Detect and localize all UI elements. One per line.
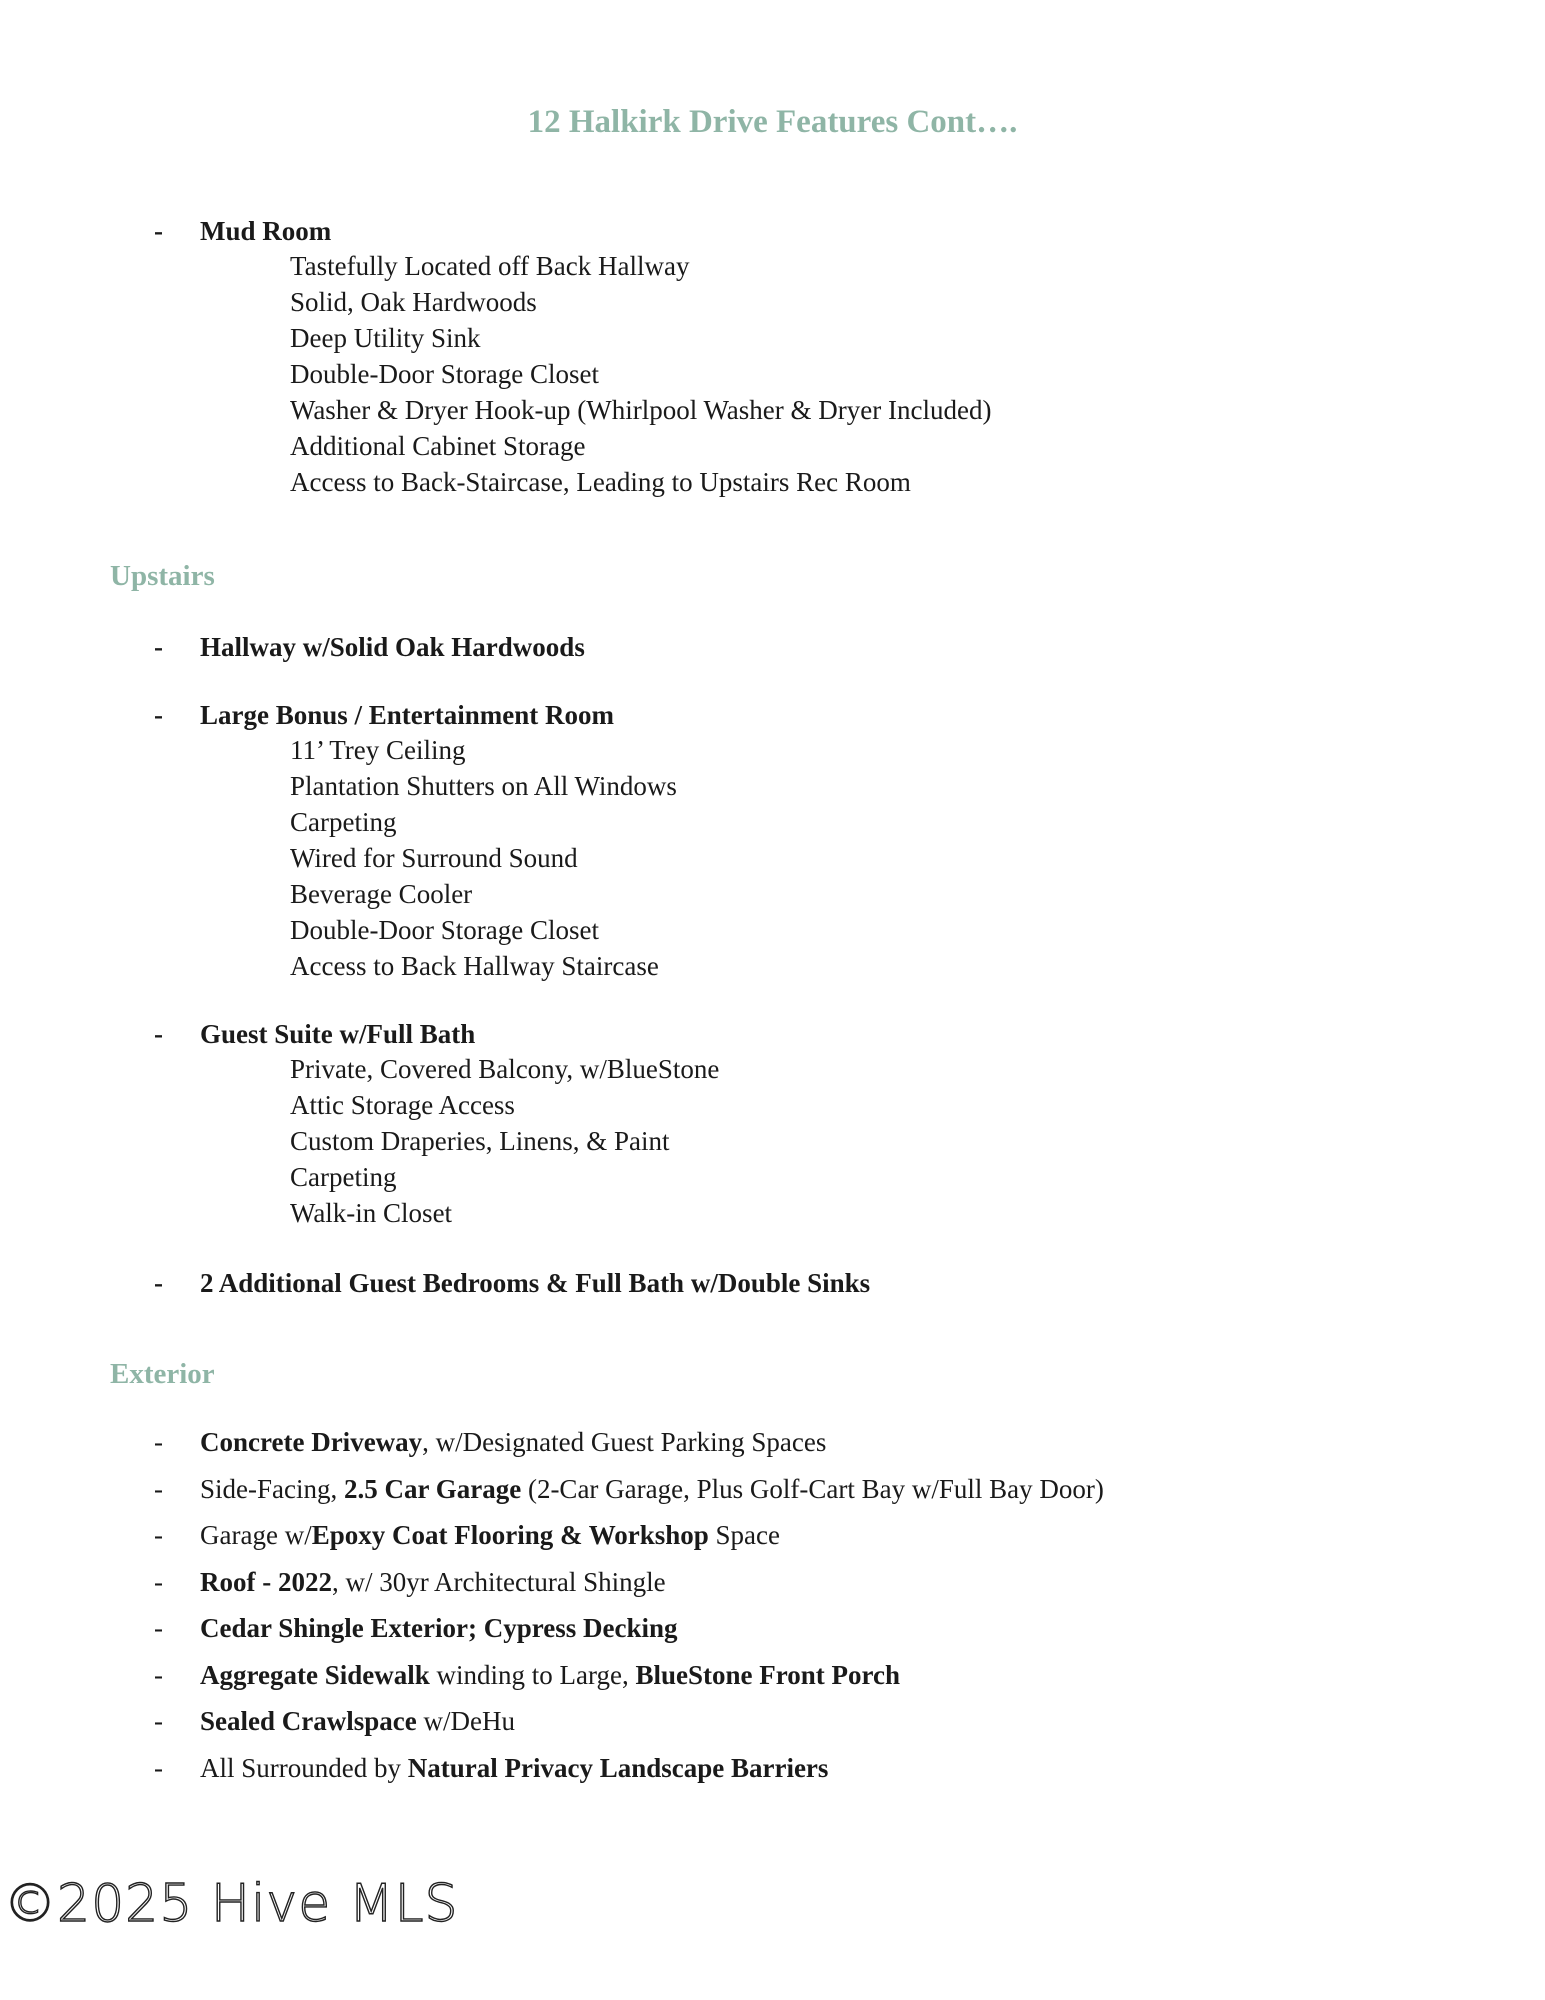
bullet-dash: - [154,1566,163,1597]
bonus-room-list [290,732,677,984]
bonus-room-header [154,698,614,732]
list-item: Carpeting [290,1162,397,1192]
list-item: Solid, Oak Hardwoods [290,287,537,317]
list-item: Double-Door Storage Closet [290,359,599,389]
list-item-text: Cedar Shingle Exterior; Cypress Decking [200,1613,678,1643]
bullet-dash: - [154,1752,163,1783]
list-item: Beverage Cooler [290,879,473,909]
list-item-text: Side-Facing, 2.5 Car Garage (2-Car Garage, Plus Golf-Cart Bay w/Full Bay Door) [200,1473,1104,1504]
list-item-text: Garage w/Epoxy Coat Flooring & Workshop Space [200,1520,780,1550]
bullet-dash: - [154,1659,163,1690]
mud-room-header [154,214,855,248]
bullet-dash: - [154,1520,163,1550]
page-title: 12 Halkirk Drive Features Cont…. [527,104,1018,140]
upstairs-heading: Upstairs [110,560,215,592]
list-item: Custom Draperies, Linens, & Paint [290,1126,670,1156]
mud-room-heading: Mud Room [200,216,332,246]
mud-room-list [290,248,991,500]
list-item-text: All Surrounded by Natural Privacy Landscape Barriers [200,1752,829,1783]
bullet-dash: - [154,1706,163,1736]
list-item: Carpeting [290,807,397,837]
bonus-room-group [154,698,677,984]
bullet-dash: - [154,1268,163,1298]
guest-suite-heading: Guest Suite w/Full Bath [200,1019,476,1049]
list-item-text: Sealed Crawlspace w/DeHu [200,1706,515,1736]
list-item: Access to Back-Staircase, Leading to Upstairs Rec Room [290,467,911,497]
list-item: Private, Covered Balcony, w/BlueStone [290,1054,720,1084]
list-item-text: Roof - 2022, w/ 30yr Architectural Shingle [200,1566,666,1597]
guest-suite-group [154,1017,720,1231]
guest-bedrooms-heading: 2 Additional Guest Bedrooms & Full Bath w/Double Sinks [200,1268,871,1298]
list-item: Deep Utility Sink [290,323,481,353]
mud-room-group [154,214,992,500]
list-item: Walk-in Closet [290,1198,453,1228]
list-item: Tastefully Located off Back Hallway [290,251,690,281]
guest-suite-header [154,1017,583,1051]
list-item: Wired for Surround Sound [290,843,578,873]
bullet-dash: - [154,700,163,730]
list-item-text: Aggregate Sidewalk winding to Large, BlueStone Front Porch [200,1659,900,1690]
list-item: Access to Back Hallway Staircase [290,951,659,981]
bullet-dash: - [154,632,163,662]
bullet-dash: - [154,1019,163,1049]
list-item-text: Concrete Driveway, w/Designated Guest Parking Spaces [200,1427,827,1457]
bullet-dash: - [154,1473,163,1504]
list-item: Additional Cabinet Storage [290,431,586,461]
guest-suite-list [290,1051,719,1231]
list-item: Attic Storage Access [290,1090,515,1120]
bullet-dash: - [154,1613,163,1643]
bullet-dash: - [154,1427,163,1457]
bullet-dash: - [154,216,163,246]
bonus-room-heading: Large Bonus / Entertainment Room [200,700,614,730]
list-item: 11’ Trey Ceiling [290,735,466,765]
list-item: Double-Door Storage Closet [290,915,599,945]
hallway-heading: Hallway w/Solid Oak Hardwoods [200,632,585,662]
exterior-heading: Exterior [110,1358,215,1390]
copyright-watermark: ©2025 Hive MLS [4,1874,459,1934]
list-item: Washer & Dryer Hook-up (Whirlpool Washer & Dryer Included) [290,395,992,425]
list-item: Plantation Shutters on All Windows [290,771,677,801]
